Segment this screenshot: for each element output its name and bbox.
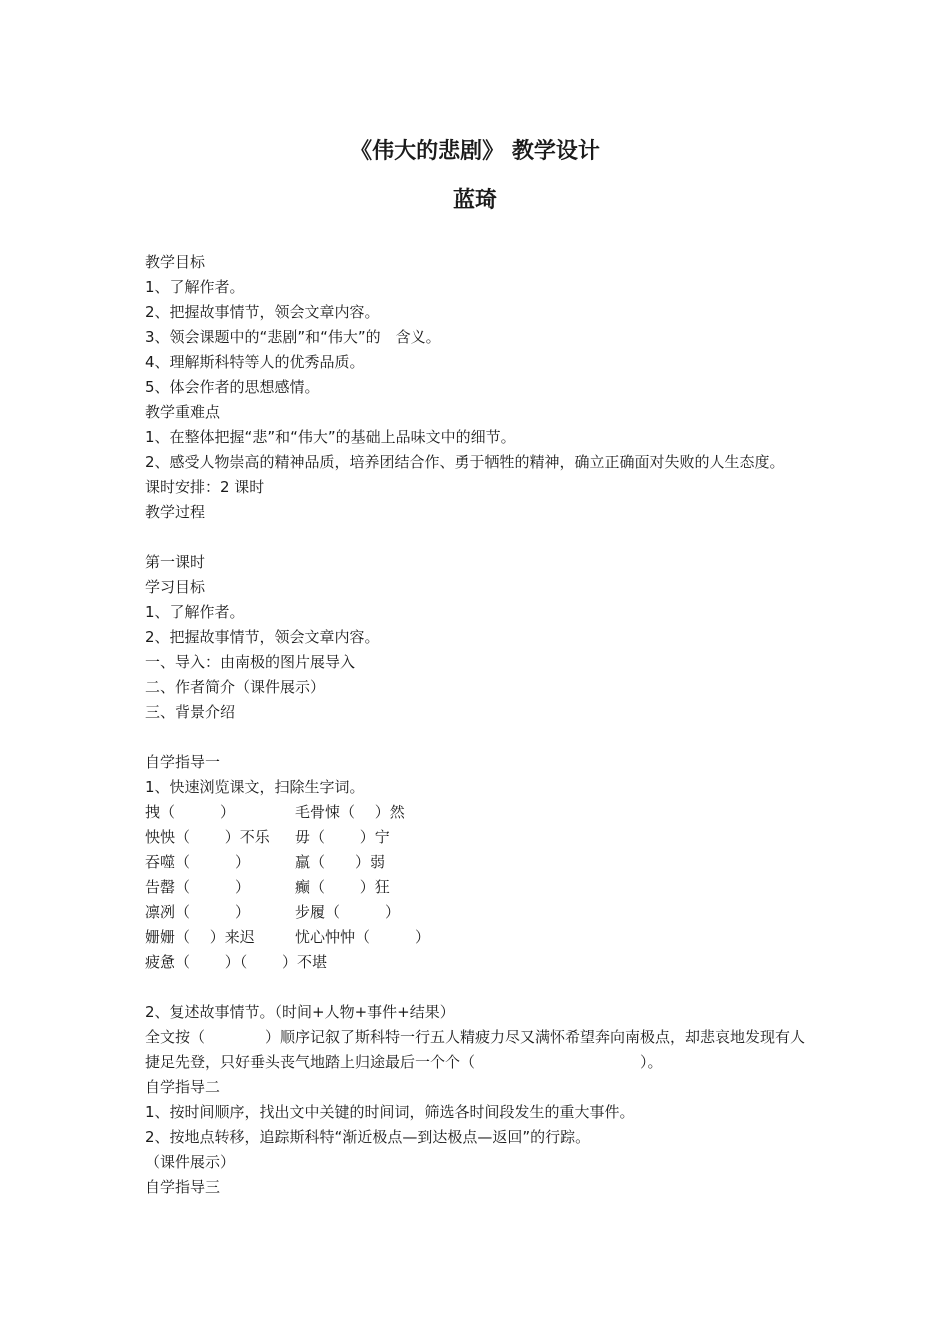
vocab-word: 怏怏（ ）不乐 [145,828,270,846]
vocab-word: 毋（ ）宁 [295,828,390,846]
schedule: 课时安排：2 课时 [145,478,265,496]
guide-task-fill-text: 全文按（ ）顺序记叙了斯科特一行五人精疲力尽又满怀希望奔向南极点，却悲哀地发现有人捷足先登，只好垂头丧气地踏上归途最后一个个（ ）。 [145,1028,806,1071]
key-point-item: 1、在整体把握“悲”和“伟大”的基础上品味文中的细节。 [145,428,516,446]
vocab-word: 告罄（ ） [145,878,251,896]
guide-item: 2、按地点转移，追踪斯科特“渐近极点—到达极点—返回”的行踪。 [145,1128,591,1146]
step-item: 三、背景介绍 [145,703,236,721]
step-item: 一、导入：由南极的图片展导入 [145,653,356,671]
vocab-row [145,825,810,850]
spacer [145,525,810,550]
guide-task: 2、复述故事情节。（时间+人物+事件+结果） [145,1003,455,1021]
vocab-word: 凛冽（ ） [145,903,251,921]
section-heading-process: 教学过程 [145,503,206,521]
vocab-word: 羸（ ）弱 [295,853,386,871]
spacer [145,975,810,1000]
vocab-word: 拽（ ） [145,803,236,821]
vocab-row [145,875,810,900]
vocab-row [145,800,810,825]
learning-goal-item: 2、把握故事情节，领会文章内容。 [145,628,380,646]
document-title: 《伟大的悲剧》 教学设计 [350,139,600,164]
vocab-word: 忧心忡忡（ ） [295,928,431,946]
step-item: 二、作者简介（课件展示） [145,678,326,696]
guide-item: 1、按时间顺序，找出文中关键的时间词，筛选各时间段发生的重大事件。 [145,1103,635,1121]
vocab-row [145,950,810,975]
vocab-word: 疲惫（ ）（ ）不堪 [145,953,328,971]
goal-item: 1、了解作者。 [145,278,245,296]
vocab-word: 姗姗（ ）来迟 [145,928,255,946]
section-heading-key-points: 教学重难点 [145,403,221,421]
vocab-row [145,925,810,950]
vocab-word: 吞噬（ ） [145,853,251,871]
document-author: 蓝琦 [452,188,497,213]
vocab-word: 步履（ ） [295,903,401,921]
guide-item: （课件展示） [145,1153,236,1171]
spacer [145,725,810,750]
learning-goals-heading: 学习目标 [145,578,206,596]
document-body [145,250,810,1200]
key-point-item: 2、感受人物崇高的精神品质，培养团结合作、勇于牺牲的精神，确立正确面对失败的人生态度。 [145,453,785,471]
vocab-row [145,850,810,875]
guide-task: 1、快速浏览课文，扫除生字词。 [145,778,365,796]
section-heading-goals: 教学目标 [145,253,206,271]
guide-heading-3: 自学指导三 [145,1178,221,1196]
goal-item: 5、体会作者的思想感情。 [145,378,320,396]
vocab-word: 毛骨悚（ ）然 [295,803,405,821]
vocab-word: 癫（ ）狂 [295,878,390,896]
goal-item: 2、把握故事情节，领会文章内容。 [145,303,380,321]
guide-heading-2: 自学指导二 [145,1078,221,1096]
goal-item: 4、理解斯科特等人的优秀品质。 [145,353,365,371]
vocab-row [145,900,810,925]
goal-item: 3、领会课题中的“悲剧”和“伟大”的 含义。 [145,328,441,346]
guide-heading-1: 自学指导一 [145,753,221,771]
learning-goal-item: 1、了解作者。 [145,603,245,621]
lesson-heading: 第一课时 [145,553,206,571]
